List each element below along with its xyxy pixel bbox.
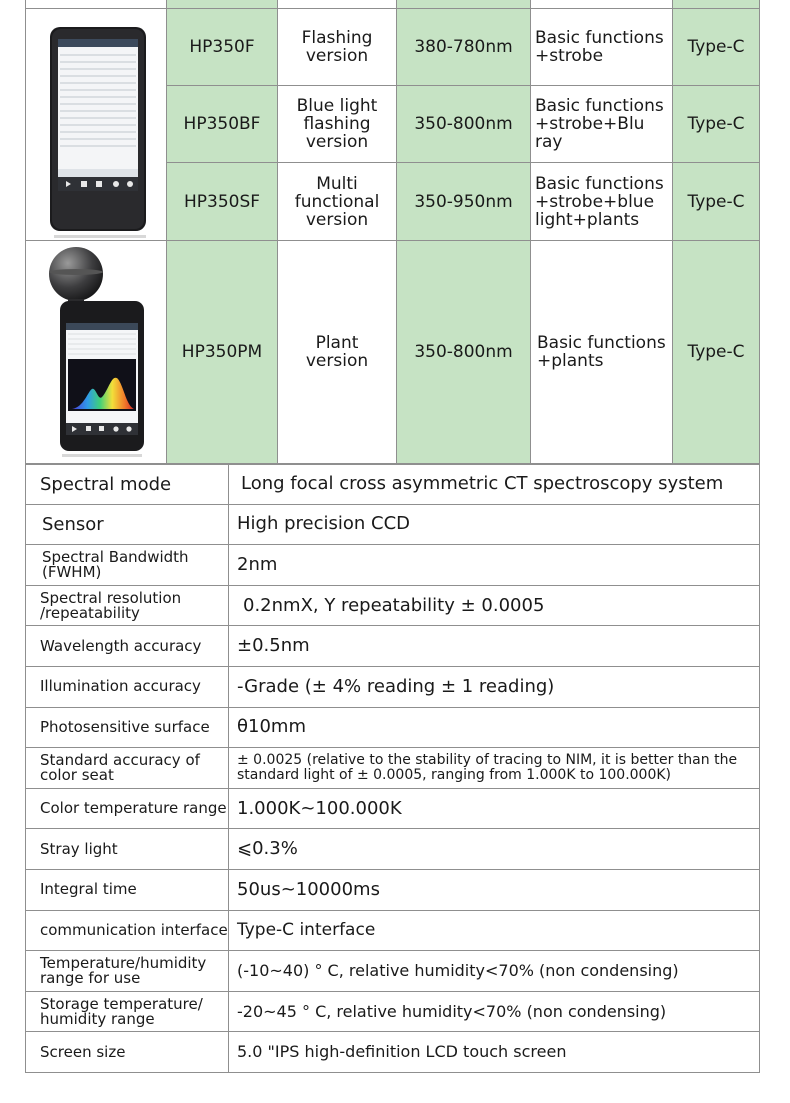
spec-label: Screen size [26,1032,229,1072]
spec-label: Stray light [26,829,229,869]
plant-spectrometer-with-sphere-image [26,241,166,463]
version-cell: Plant version [278,241,397,464]
spec-value: ± 0.0025 (relative to the stability of tracing to NIM, it is better than the standard light of ± 0.0005, ranging from 1.000K to 100.000K) [237,751,738,783]
spec-label: Illumination accuracy [26,667,229,707]
version-cell: Multi functional version [278,163,397,241]
spec-row-color-temperature [26,789,759,830]
spec-value: 2nm [237,553,278,575]
spec-row-stray-light [26,829,759,870]
spec-row-resolution [26,586,759,627]
spec-value: Long focal cross asymmetric CT spectroscopy system [241,473,724,495]
range-cell: 380-780nm [397,9,531,86]
spec-label: Integral time [26,870,229,910]
spec-value: ±0.5nm [237,635,310,657]
spec-value: High precision CCD [237,513,411,535]
spec-row-storage-conditions [26,992,759,1033]
product-header-sliver [25,0,760,9]
spec-value: 5.0 "IPS high-definition LCD touch screen [237,1042,567,1062]
product-row [25,9,760,86]
range-cell: 350-800nm [397,241,531,464]
spec-value: ⩽0.3% [237,838,298,860]
spec-label: Spectral mode [26,465,229,504]
model-cell: HP350SF [167,163,278,241]
spec-row-color-seat-accuracy [26,748,759,789]
spec-value: Type-C interface [237,920,376,941]
spec-row-communication-interface [26,911,759,952]
port-cell: Type-C [673,86,760,163]
spec-value: (-10~40) ° C, relative humidity<70% (non condensing) [237,960,679,980]
spec-label: Standard accuracy of color seat [26,748,229,788]
functions-cell: Basic functions +strobe+Blu ray [531,86,673,163]
spec-row-integral-time [26,870,759,911]
product-row [25,86,760,163]
spec-row-wavelength-accuracy [26,626,759,667]
port-cell: Type-C [673,241,760,464]
spec-value: -20~45 ° C, relative humidity<70% (non condensing) [237,1001,667,1021]
spec-row-sensor [26,505,759,546]
spec-value: θ10mm [237,716,306,738]
functions-cell: Basic functions +strobe+blue light+plants [531,163,673,241]
spec-value: 0.2nmX, Y repeatability ± 0.0005 [243,594,545,616]
spec-label: Temperature/humidity range for use [26,951,229,991]
port-cell: Type-C [673,9,760,86]
spec-row-spectral-mode [26,464,759,505]
spec-value: 1.000K~100.000K [237,797,402,819]
spec-value: 50us~10000ms [237,878,380,900]
port-cell: Type-C [673,163,760,241]
version-cell: Blue light flashing version [278,86,397,163]
product-row [25,241,760,464]
spec-label: Spectral Bandwidth (FWHM) [26,545,229,585]
range-cell: 350-800nm [397,86,531,163]
model-cell: HP350PM [167,241,278,464]
model-cell: HP350BF [167,86,278,163]
spec-row-photosensitive-surface [26,708,759,749]
functions-cell: Basic functions +plants [531,241,673,464]
spec-label: Wavelength accuracy [26,626,229,666]
model-cell: HP350F [167,9,278,86]
spec-label: Sensor [26,505,229,545]
product-table [25,0,760,464]
range-cell: 350-950nm [397,163,531,241]
plant-device-image-cell [25,241,167,464]
spec-row-screen-size [26,1032,759,1073]
spec-value: -Grade (± 4% reading ± 1 reading) [237,675,555,697]
spec-row-operating-conditions [26,951,759,992]
spec-table [25,464,760,1073]
spec-label: Storage temperature/ humidity range [26,992,229,1032]
spec-label: Photosensitive surface [26,708,229,748]
spec-label: communication interface [26,911,229,951]
functions-cell: Basic functions +strobe [531,9,673,86]
product-row [25,163,760,241]
spec-row-bandwidth [26,545,759,586]
version-cell: Flashing version [278,9,397,86]
spec-label: Color temperature range [26,789,229,829]
spec-label: Spectral resolution /repeatability [26,586,229,626]
spec-row-illumination-accuracy [26,667,759,708]
